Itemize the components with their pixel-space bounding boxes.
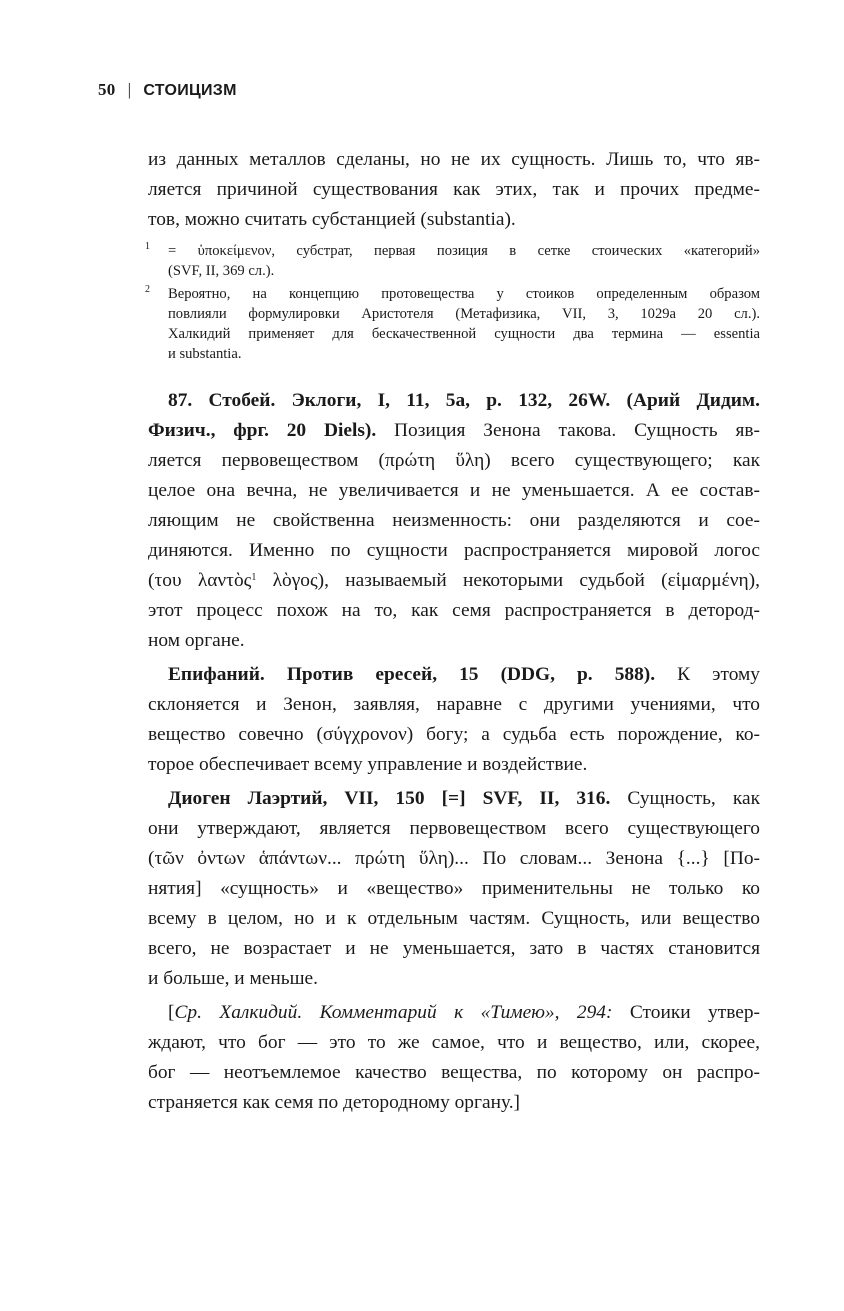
text-line: бог — неотъемлемое качество вещества, по которому он распро-: [148, 1062, 760, 1083]
text-line: [168, 998, 760, 1028]
running-header: [98, 80, 237, 100]
section-87-heading: [168, 386, 760, 416]
text-line: нятия] «сущность» и «вещество» применительны не только ко: [148, 878, 760, 899]
text-span: [: [168, 1002, 175, 1023]
text-line: ляется причиной существования как этих, так и прочих предме-: [148, 179, 760, 200]
footnote-number: 2: [145, 284, 150, 295]
footnote-number: 1: [145, 241, 150, 252]
footnote-line: Вероятно, на концепцию протовещества у стоиков определенным образом: [168, 286, 760, 302]
text-span: Стоики утвер-: [612, 1002, 760, 1023]
text-line: тов, можно считать субстанцией (substantia).: [148, 209, 516, 230]
text-line: этот процесс похож на то, как семя распространяется в детород-: [148, 600, 760, 621]
text-line: и больше, и меньше.: [148, 968, 318, 989]
footnote-line: Халкидий применяет для бескачественной сущности два термина — essentia: [168, 326, 760, 342]
source-citation: Диоген Лаэртий, VII, 150 [=] SVF, II, 316.: [168, 788, 611, 809]
text-line: [148, 416, 760, 446]
footnote-line: повлияли формулировки Аристотеля (Метафизика, VII, 3, 1029a 20 сл.).: [168, 306, 760, 322]
text-line: [168, 784, 760, 814]
source-citation: Епифаний. Против ересей, 15 (DDG, p. 588).: [168, 664, 656, 685]
text-line: торое обеспечивает всему управление и воздействие.: [148, 754, 588, 775]
text-span: Позиция Зенона такова. Сущность яв-: [376, 420, 760, 441]
text-line: страняется как семя по детородному органу.]: [148, 1092, 520, 1113]
text-span: К этому: [655, 664, 760, 685]
text-line: они утверждают, является первовеществом всего существующего: [148, 818, 760, 839]
text-line: [148, 566, 760, 596]
text-line: всему в целом, но и к отдельным частям. Сущность, или вещество: [148, 908, 760, 929]
text-line: из данных металлов сделаны, но не их сущность. Лишь то, что яв-: [148, 149, 760, 170]
text-span: Сущность, как: [610, 788, 760, 809]
source-citation: Ср. Халкидий. Комментарий к «Тимею», 294:: [174, 1002, 613, 1023]
text-line: диняются. Именно по сущности распространяется мировой логос: [148, 540, 760, 561]
source-citation: Физич., фрг. 20 Diels).: [148, 420, 377, 441]
source-citation: 87. Стобей. Эклоги, I, 11, 5a, p. 132, 26W. (Арий Дидим.: [168, 390, 760, 411]
text-span: λὸγος), называемый некоторыми судьбой (εἱμαρμένη),: [256, 570, 760, 591]
text-line: всего, не возрастает и не уменьшается, зато в частях становится: [148, 938, 760, 959]
footnote-line: = ὑποκείμενον, субстрат, первая позиция в сетке стоических «категорий»: [168, 243, 760, 259]
footnote-line: (SVF, II, 369 сл.).: [168, 263, 275, 279]
text-line: ляется первовеществом (πρώτη ὕλη) всего существующего; как: [148, 450, 760, 471]
text-line: [168, 660, 760, 690]
text-line: вещество совечно (σύγχρονον) богу; а судьба есть порождение, ко-: [148, 724, 760, 745]
header-separator: |: [127, 80, 132, 99]
text-span: (του λαντὸς: [148, 570, 252, 591]
footnote-line: и substantia.: [168, 346, 242, 362]
running-title: СТОИЦИЗМ: [143, 82, 237, 99]
text-line: ном органе.: [148, 630, 245, 651]
page-number: 50: [98, 80, 116, 99]
text-line: ляющим не свойственна неизменность: они разделяются и сое-: [148, 510, 760, 531]
text-line: ждают, что бог — это то же самое, что и вещество, или, скорее,: [148, 1032, 760, 1053]
text-line: целое она вечна, не увеличивается и не уменьшается. А ее состав-: [148, 480, 760, 501]
footnote-ref: 1: [251, 572, 257, 583]
text-line: склоняется и Зенон, заявляя, наравне с другими учениями, что: [148, 694, 760, 715]
text-line: (τῶν ὀντων ἁπάντων... πρώτη ὕλη)... По словам... Зенона {...} [По-: [148, 848, 760, 869]
